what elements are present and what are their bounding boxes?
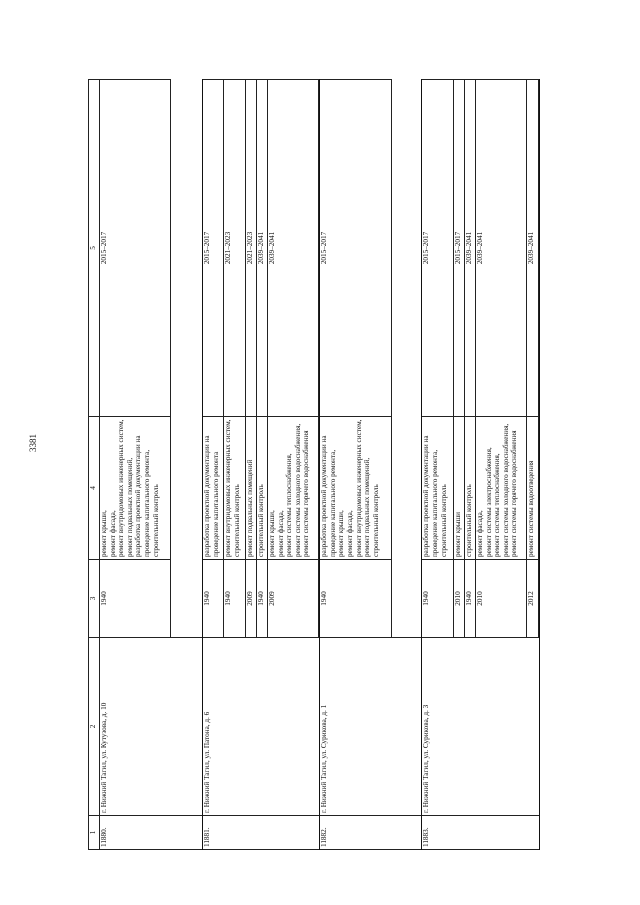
column-number: 5 — [89, 80, 100, 417]
repair-works — [464, 417, 475, 560]
repair-work-line: ремонт крыши, — [267, 510, 276, 557]
repair-work-line: ремонт крыши, — [100, 510, 108, 557]
repair-work-line: ремонт фасада, — [346, 510, 355, 557]
repair-period-empty — [538, 80, 539, 417]
repair-work-line: строительный контроль — [439, 484, 448, 557]
repair-work-line: ремонт фасада, — [476, 510, 485, 557]
repair-works-empty — [391, 417, 422, 560]
construction-year: 1940 — [464, 560, 475, 638]
repair-work-line: ремонт подвальных помещений, — [363, 457, 372, 557]
repair-works — [422, 417, 453, 560]
column-number: 1 — [89, 816, 100, 850]
repair-work-line: ремонт системы горячего водоснабжения — [302, 430, 311, 557]
repair-works — [256, 417, 267, 560]
column-number-row — [89, 80, 100, 850]
construction-year: 2009 — [245, 560, 256, 638]
construction-year-empty — [538, 560, 539, 638]
page-number: 3381 — [28, 434, 38, 452]
repair-works — [267, 417, 318, 560]
repair-work-line: ремонт системы холодного водоснабжения, — [501, 423, 510, 557]
repair-work-line: строительный контроль — [464, 484, 473, 557]
repair-work-line: ремонт фасада, — [108, 510, 117, 557]
repair-work-line: ремонт внутридомовых инженерных систем, — [354, 419, 363, 557]
table-row — [320, 80, 391, 850]
building-address: г. Нижний Тагил, ул. Сурикова, д. 3 — [422, 638, 540, 816]
construction-year-empty — [391, 560, 422, 638]
repair-works-empty — [538, 417, 539, 560]
repair-works — [203, 417, 224, 560]
repair-work-line: разработка проектной документации на — [203, 435, 212, 557]
repair-work-line: ремонт системы горячего водоснабжения — [510, 430, 519, 557]
construction-year: 2010 — [476, 560, 527, 638]
entry-number: 11880. — [100, 816, 203, 850]
entry-number: 11881. — [203, 816, 320, 850]
repair-work-line: строительный контроль — [151, 484, 160, 557]
repair-works — [320, 417, 391, 560]
repair-works — [476, 417, 527, 560]
building-address: г. Нижний Тагил, ул. Патона, д. 6 — [203, 638, 320, 816]
repair-works — [224, 417, 245, 560]
repair-work-line: проведение капитального ремонта — [211, 451, 220, 557]
construction-year: 1940 — [320, 560, 391, 638]
repair-work-line: строительный контроль — [232, 484, 241, 557]
column-number: 2 — [89, 638, 100, 816]
table-row — [422, 80, 453, 850]
repair-period: 2021–2023 — [224, 80, 245, 417]
repair-work-line: строительный контроль — [256, 484, 265, 557]
repair-period: 2039–2041 — [476, 80, 527, 417]
repair-work-line: ремонт системы теплоснабжения, — [493, 453, 502, 557]
repair-period: 2039–2041 — [256, 80, 267, 417]
repair-period: 2015–2017 — [100, 80, 171, 417]
construction-year: 2010 — [453, 560, 464, 638]
repair-period-empty — [391, 80, 422, 417]
repair-period: 2015–2017 — [320, 80, 391, 417]
repair-period: 2015–2017 — [422, 80, 453, 417]
repair-works — [527, 417, 538, 560]
repair-work-line: проведение капитального ремонта, — [142, 449, 151, 557]
repair-period: 2039–2041 — [527, 80, 538, 417]
repair-work-line: разработка проектной документации на — [134, 435, 143, 557]
construction-year: 1940 — [224, 560, 245, 638]
construction-year: 2009 — [267, 560, 318, 638]
table-row — [100, 80, 171, 850]
repair-period: 2039–2041 — [464, 80, 475, 417]
repair-work-line: проведение капитального ремонта, — [328, 449, 337, 557]
repair-work-line: разработка проектной документации на — [320, 435, 329, 557]
repair-period: 2015–2017 — [203, 80, 224, 417]
building-address: г. Нижний Тагил, ул. Кутузова, д. 10 — [100, 638, 203, 816]
entry-number: 11883. — [422, 816, 540, 850]
repair-period: 2021–2023 — [245, 80, 256, 417]
repair-work-line: разработка проектной документации на — [422, 435, 431, 557]
repair-work-line: ремонт крыши — [453, 511, 462, 557]
building-address: г. Нижний Тагил, ул. Сурикова, д. 1 — [320, 638, 422, 816]
repair-works-empty — [171, 417, 203, 560]
repair-works — [453, 417, 464, 560]
capital-repair-table — [88, 79, 540, 850]
repair-period-empty — [171, 80, 203, 417]
repair-work-line: проведение капитального ремонта, — [431, 449, 440, 557]
construction-year: 1940 — [100, 560, 171, 638]
table-body — [100, 80, 540, 850]
construction-year: 1940 — [203, 560, 224, 638]
repair-work-line: ремонт внутридомовых инженерных систем, — [224, 419, 233, 557]
repair-work-line: ремонт системы теплоснабжения, — [285, 453, 294, 557]
column-number: 4 — [89, 417, 100, 560]
repair-works — [245, 417, 256, 560]
repair-work-line: строительный контроль — [371, 484, 380, 557]
repair-work-line: ремонт системы водоотведения — [527, 460, 536, 557]
repair-work-line: ремонт фасада, — [276, 510, 285, 557]
repair-work-line: ремонт подвальных помещений — [245, 459, 254, 557]
repair-work-line: ремонт системы холодного водоснабжения, — [293, 423, 302, 557]
repair-work-line: ремонт внутридомовых инженерных систем, — [117, 419, 126, 557]
repair-period: 2015–2017 — [453, 80, 464, 417]
construction-year: 2012 — [527, 560, 538, 638]
construction-year: 1940 — [422, 560, 453, 638]
rotated-page-content — [88, 80, 540, 850]
column-number: 3 — [89, 560, 100, 638]
construction-year: 1940 — [256, 560, 267, 638]
repair-period: 2039–2041 — [267, 80, 318, 417]
entry-number: 11882. — [320, 816, 422, 850]
repair-work-line: ремонт системы электроснабжения, — [484, 447, 493, 557]
repair-work-line: ремонт крыши, — [337, 510, 346, 557]
repair-works — [100, 417, 171, 560]
construction-year-empty — [171, 560, 203, 638]
table-row — [203, 80, 224, 850]
repair-work-line: ремонт подвальных помещений, — [125, 457, 134, 557]
